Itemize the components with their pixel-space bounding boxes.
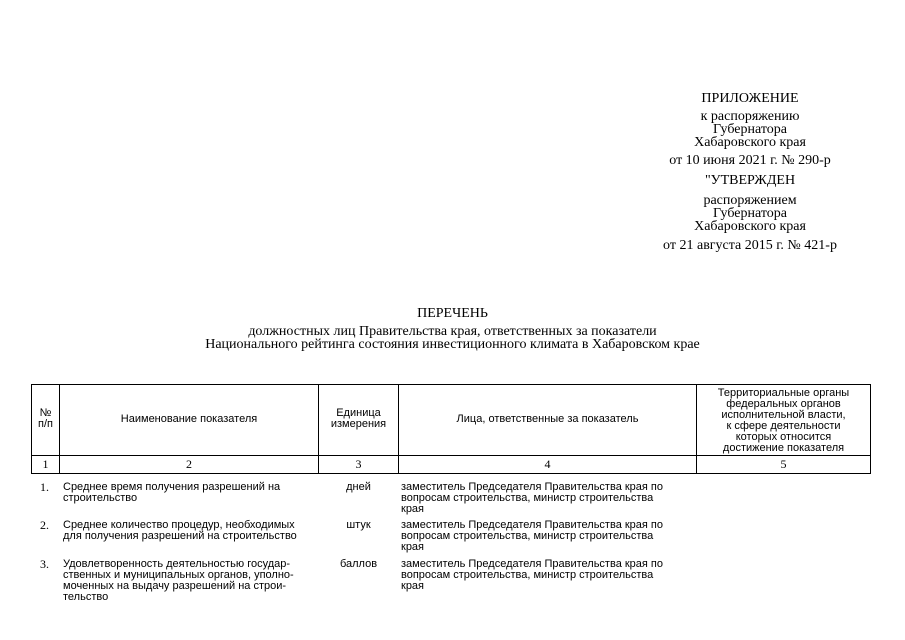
row-name-line: Удовлетворенность деятельностью государ-	[63, 558, 291, 570]
row-name	[63, 559, 294, 603]
appendix-line: Губернатора	[712, 206, 788, 221]
row-persons	[401, 559, 663, 592]
header-num-line: п/п	[38, 418, 53, 430]
row-name	[63, 520, 297, 542]
appendix-line: Хабаровского края	[694, 135, 806, 150]
document-title: ПЕРЕЧЕНЬ	[417, 306, 488, 321]
row-name-line: моченных на выдачу разрешений на строи-	[63, 580, 287, 592]
row-persons-line: края	[401, 503, 425, 515]
table-vline	[870, 384, 871, 474]
table-top-border	[31, 384, 871, 385]
appendix-date: от 10 июня 2021 г. № 290-р	[669, 153, 831, 168]
row-name-line: Среднее количество процедур, необходимых	[63, 519, 295, 531]
header-territorial-line: федеральных органов	[726, 398, 841, 410]
header-territorial-line: достижение показателя	[722, 442, 845, 454]
row-persons-line: края	[401, 541, 425, 553]
row-persons-line: заместитель Председателя Правительства края по	[401, 558, 663, 570]
header-name: Наименование показателя	[120, 413, 258, 425]
col-number: 5	[780, 457, 787, 471]
row-unit: дней	[346, 481, 371, 493]
table-colnum-bottom-border	[31, 473, 871, 474]
row-num: 3.	[40, 557, 49, 571]
header-unit	[319, 408, 398, 430]
row-persons	[401, 520, 663, 553]
header-num-line: №	[39, 407, 52, 419]
col-number: 1	[42, 457, 49, 471]
row-persons-line: вопросам строительства, министр строительства	[401, 530, 654, 542]
document-subtitle: Национального рейтинга состояния инвестиционного климата в Хабаровском крае	[205, 337, 700, 352]
row-persons-line: заместитель Председателя Правительства края по	[401, 481, 663, 493]
header-territorial-line: Территориальные органы	[717, 387, 850, 399]
col-number: 3	[355, 457, 362, 471]
row-num: 1.	[40, 480, 49, 494]
row-num: 2.	[40, 518, 49, 532]
table-header-bottom-border	[31, 455, 871, 456]
header-persons: Лица, ответственные за показатель	[456, 413, 639, 425]
approved-label: "УТВЕРЖДЕН	[704, 173, 796, 188]
header-unit-line: Единица	[336, 407, 381, 419]
row-name-line: строительство	[63, 492, 138, 504]
row-persons-line: заместитель Председателя Правительства края по	[401, 519, 663, 531]
row-persons-line: вопросам строительства, министр строительства	[401, 569, 654, 581]
header-territorial	[697, 388, 870, 454]
row-persons	[401, 482, 663, 515]
header-territorial-line: которых относится	[735, 431, 832, 443]
appendix-line: к распоряжению	[700, 109, 800, 124]
row-name-line: ственных и муниципальных органов, уполно-	[63, 569, 294, 581]
appendix-line: Губернатора	[712, 122, 788, 137]
appendix-date: от 21 августа 2015 г. № 421-р	[663, 238, 837, 253]
header-territorial-line: исполнительной власти,	[721, 409, 846, 421]
row-persons-line: края	[401, 580, 425, 592]
appendix-heading: ПРИЛОЖЕНИЕ	[701, 91, 799, 106]
row-name-line: тельство	[63, 591, 109, 603]
row-name-line: Среднее время получения разрешений на	[63, 481, 281, 493]
row-name-line: для получения разрешений на строительство	[63, 530, 297, 542]
header-num	[32, 408, 59, 430]
appendix-line: Хабаровского края	[694, 219, 806, 234]
header-unit-line: измерения	[330, 418, 387, 430]
row-unit: штук	[346, 519, 371, 531]
row-name	[63, 482, 280, 504]
col-number: 2	[186, 457, 192, 471]
appendix-line: распоряжением	[703, 193, 797, 208]
col-number: 4	[544, 457, 551, 471]
row-unit: баллов	[339, 558, 378, 570]
row-persons-line: вопросам строительства, министр строительства	[401, 492, 654, 504]
header-territorial-line: к сфере деятельности	[726, 420, 841, 432]
document-subtitle: должностных лиц Правительства края, ответственных за показатели	[248, 324, 657, 339]
